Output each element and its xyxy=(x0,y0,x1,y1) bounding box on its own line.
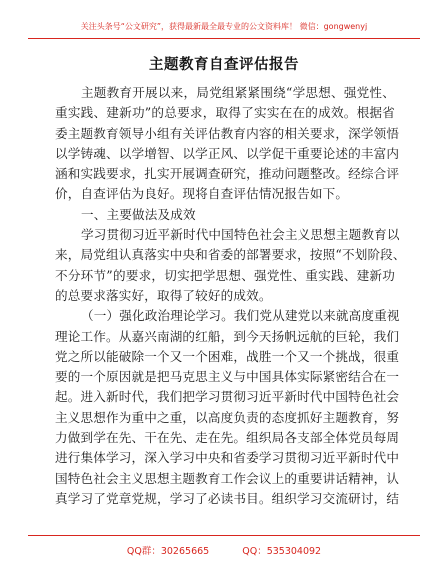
body-line: 起。进入新时代，我们把学习贯彻习近平新时代中国特色社会 xyxy=(55,389,400,405)
body-line: （一）强化政治理论学习。我们党从建党以来就高度重视 xyxy=(81,308,400,324)
footer-divider xyxy=(28,535,420,536)
body-line: 来，局党组认真落实中央和省委的部署要求，按照“不划阶段、 xyxy=(55,247,406,263)
body-line: 以学铸魂、以学增智、以学正风、以学促干重要论述的丰富内 xyxy=(55,145,400,161)
body-line: 重实践、建新功”的总要求，取得了实实在在的成效。根据省 xyxy=(55,105,395,121)
body-line: 主题教育开展以来，局党组紧紧围绕“学思想、强党性、 xyxy=(81,85,395,100)
body-line: 不分环节”的要求，切实把学思想、强党性、重实践、建新功 xyxy=(55,267,395,283)
body-line: 进行集体学习，深入学习中央和省委学习贯彻习近平新时代中 xyxy=(55,450,400,466)
body-line: 的总要求落实好，取得了较好的成效。 xyxy=(55,287,272,303)
body-line: 涵和实践要求，扎实开展调查研究，推动问题整改。经综合评 xyxy=(55,166,400,182)
footer xyxy=(0,543,448,557)
body-line: 要的一个原因就是把马克思主义与中国具体实际紧密结合在一 xyxy=(55,369,400,385)
footer-qq: QQ：535304092 xyxy=(242,546,322,557)
body-line: 真学习了党章党规，学习了必读书目。组织学习交流研讨，结 xyxy=(55,490,400,506)
header-divider xyxy=(28,38,420,39)
document-body xyxy=(55,83,406,509)
header-note: 关注头条号“公文研究”，获得最新最全最专业的公文资料库！ 微信：gongwenyj xyxy=(80,22,368,31)
body-line: 价，自查评估为良好。现将自查评估情况报告如下。 xyxy=(55,186,349,202)
body-line: 一、主要做法及成效 xyxy=(81,206,196,222)
body-line: 学习贯彻习近平新时代中国特色社会主义思想主题教育以 xyxy=(81,227,400,243)
footer-qq-group: QQ群：30265665 xyxy=(126,546,210,557)
body-line: 理论工作。从嘉兴南湖的红船，到今天扬帆远航的巨轮，我们 xyxy=(55,328,400,344)
body-line: 力做到学在先、干在先、走在先。组织局各支部全体党员每周 xyxy=(55,430,400,446)
body-line: 委主题教育领导小组有关评估教育内容的相关要求，深学领悟 xyxy=(55,125,400,141)
document-title: 主题教育自查评估报告 xyxy=(149,57,299,73)
body-line: 党之所以能破除一个又一个困难，战胜一个又一个挑战，很重 xyxy=(55,348,400,364)
body-line: 国特色社会主义思想主题教育工作会议上的重要讲话精神，认 xyxy=(55,470,400,486)
body-line: 主义思想作为重中之重，以高度负责的态度抓好主题教育，努 xyxy=(55,409,400,425)
